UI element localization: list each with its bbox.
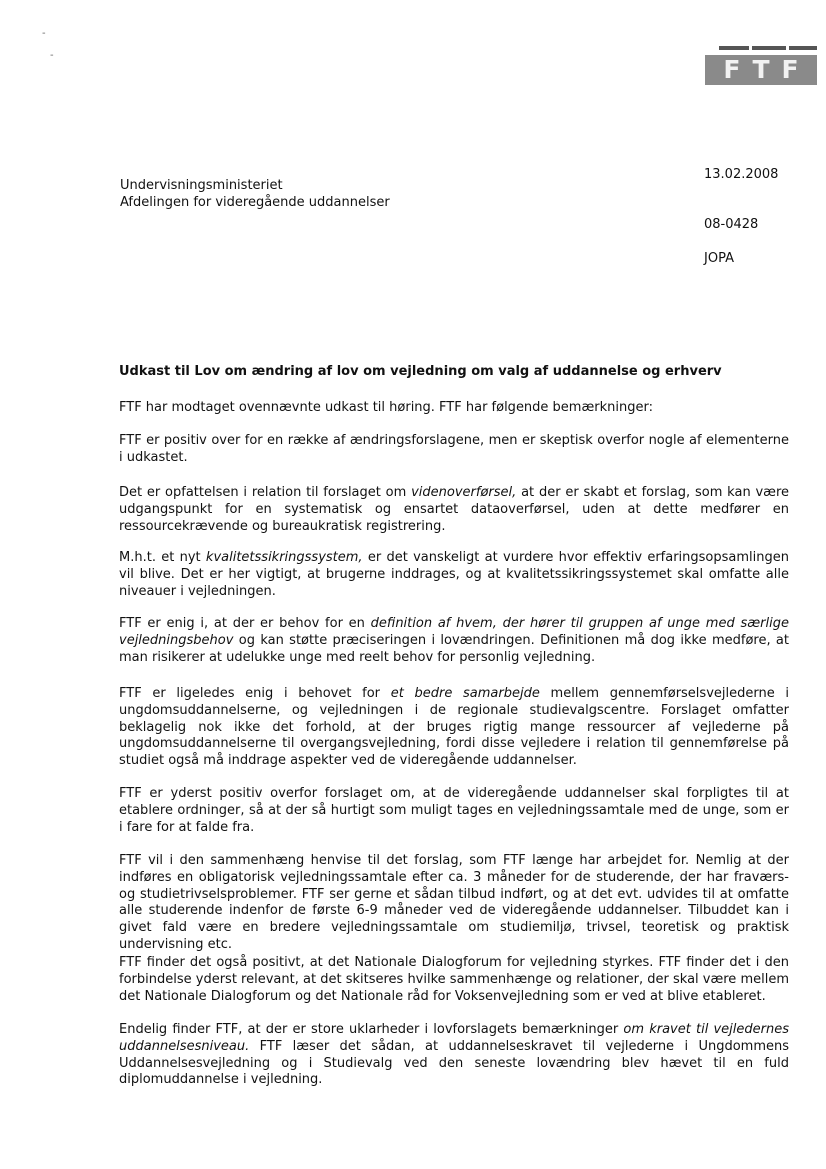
author-initials: JOPA — [704, 251, 734, 266]
paragraph-5: FTF er ligeledes enig i behovet for et bedre samarbejde mellem gennemførselsvejlederne i ungdomsuddannelserne, og vejledningen i de regionale studievalgscentre. Forslaget omfatter beklagelig nok ikke det forhold, at der bruges rigtig mange ressourcer af vejlederne på ungdomsuddannelserne til overgangsvejledning, fordi disse vejledere i relation til gennemførelse på studiet også må inddrage aspekter ved de videregående uddannelser. — [119, 686, 790, 769]
logo-block — [705, 55, 817, 85]
emphasis-definition: definition af hvem, der hører til gruppen af unge med særlige vejledningsbehov — [119, 616, 789, 648]
paragraph-7: FTF vil i den sammenhæng henvise til det forslag, som FTF længe har arbejdet for. Nemlig at der indføres en obligatorisk vejledningssamtale efter ca. 3 måneder for de studerende, der har fraværs- og studietrivselsproblemer. FTF ser gerne et sådan tilbud indført, og at det evt. udvides til at omfatte alle studerende indenfor de første 6-9 måneder ved de videregående uddannelser. Tilbuddet kan i givet fald være en bredere vejledningssamtale om studiemiljø, trivsel, teoretisk og praktisk undervisning etc. — [119, 853, 789, 952]
paragraph-4: FTF er enig i, at der er behov for en definition af hvem, der hører til gruppen af unge med særlige vejledningsbehov og kan støtte præciseringen i lovændringen. Definitionen må dog ikke medføre, at man risikerer at udelukke unge med reelt behov for personlig vejledning. — [119, 616, 789, 665]
paragraph-2: Det er opfattelsen i relation til forslaget om videnoverførsel, at der er skabt et forslag, som kan være udgangspunkt for en systematisk og ensartet dataoverførsel, uden at dette medfører en ressourcekrævende og bureaukratisk registrering. — [119, 485, 790, 534]
scan-mark: - — [42, 28, 46, 39]
letter-title: Udkast til Lov om ændring af lov om vejledning om valg af uddannelse og erhverv — [119, 364, 722, 379]
paragraph-6: FTF er yderst positiv overfor forslaget om, at de videregående uddannelser skal forpligtes til at etablere ordninger, så at der så hurtigt som muligt tages en vejledningssamtale med de unge, som er i fare for at falde fra. — [119, 786, 789, 835]
recipient-name: Undervisningsministeriet — [120, 178, 283, 193]
letter-date: 13.02.2008 — [704, 167, 779, 182]
emphasis-kvalitetssikring: kvalitetssikringssystem, — [205, 550, 363, 565]
logo-tagline-bar — [719, 46, 817, 51]
paragraph-9: Endelig finder FTF, at der er store uklarheder i lovforslagets bemærkninger om kravet til vejledernes uddannelsesniveau. FTF læser det sådan, at uddannelseskravet til vejlederne i Ungdommens Uddannelsesvejledning og i Studievalg ved den seneste lovændring blev hævet til en fuld diplomuddannelse i vejledning. — [119, 1022, 789, 1088]
paragraph-8: FTF finder det også positivt, at det Nationale Dialogforum for vejledning styrkes. FTF finder det i den forbindelse yderst relevant, at det skitseres hvilke sammenhænge og relationer, der skal være mellem det Nationale Dialogforum og det Nationale råd for Voksenvejledning som er ved at blive etableret. — [119, 955, 789, 1004]
paragraph-1: FTF er positiv over for en række af ændringsforslagene, men er skeptisk overfor nogle af elementerne i udkastet. — [119, 433, 789, 465]
scan-mark: - — [50, 50, 54, 61]
reference-number: 08-0428 — [704, 217, 759, 232]
logo-text: FTF — [723, 55, 811, 84]
recipient-department: Afdelingen for videregående uddannelser — [120, 195, 390, 210]
emphasis-videnoverforsel: videnoverførsel, — [411, 485, 517, 500]
emphasis-uddannelsesniveau: om kravet til vejledernes uddannelsesniveau. — [119, 1022, 789, 1054]
intro-paragraph: FTF har modtaget ovennævnte udkast til høring. FTF har følgende bemærkninger: — [119, 400, 653, 415]
ftf-logo — [705, 46, 817, 86]
emphasis-samarbejde: et bedre samarbejde — [390, 686, 540, 701]
paragraph-3: M.h.t. et nyt kvalitetssikringssystem, er det vanskeligt at vurdere hvor effektiv erfaringsopsamlingen vil blive. Det er her vigtigt, at brugerne inddrages, og at kvalitetssikringssystemet skal omfatte alle niveauer i vejledningen. — [119, 550, 789, 599]
